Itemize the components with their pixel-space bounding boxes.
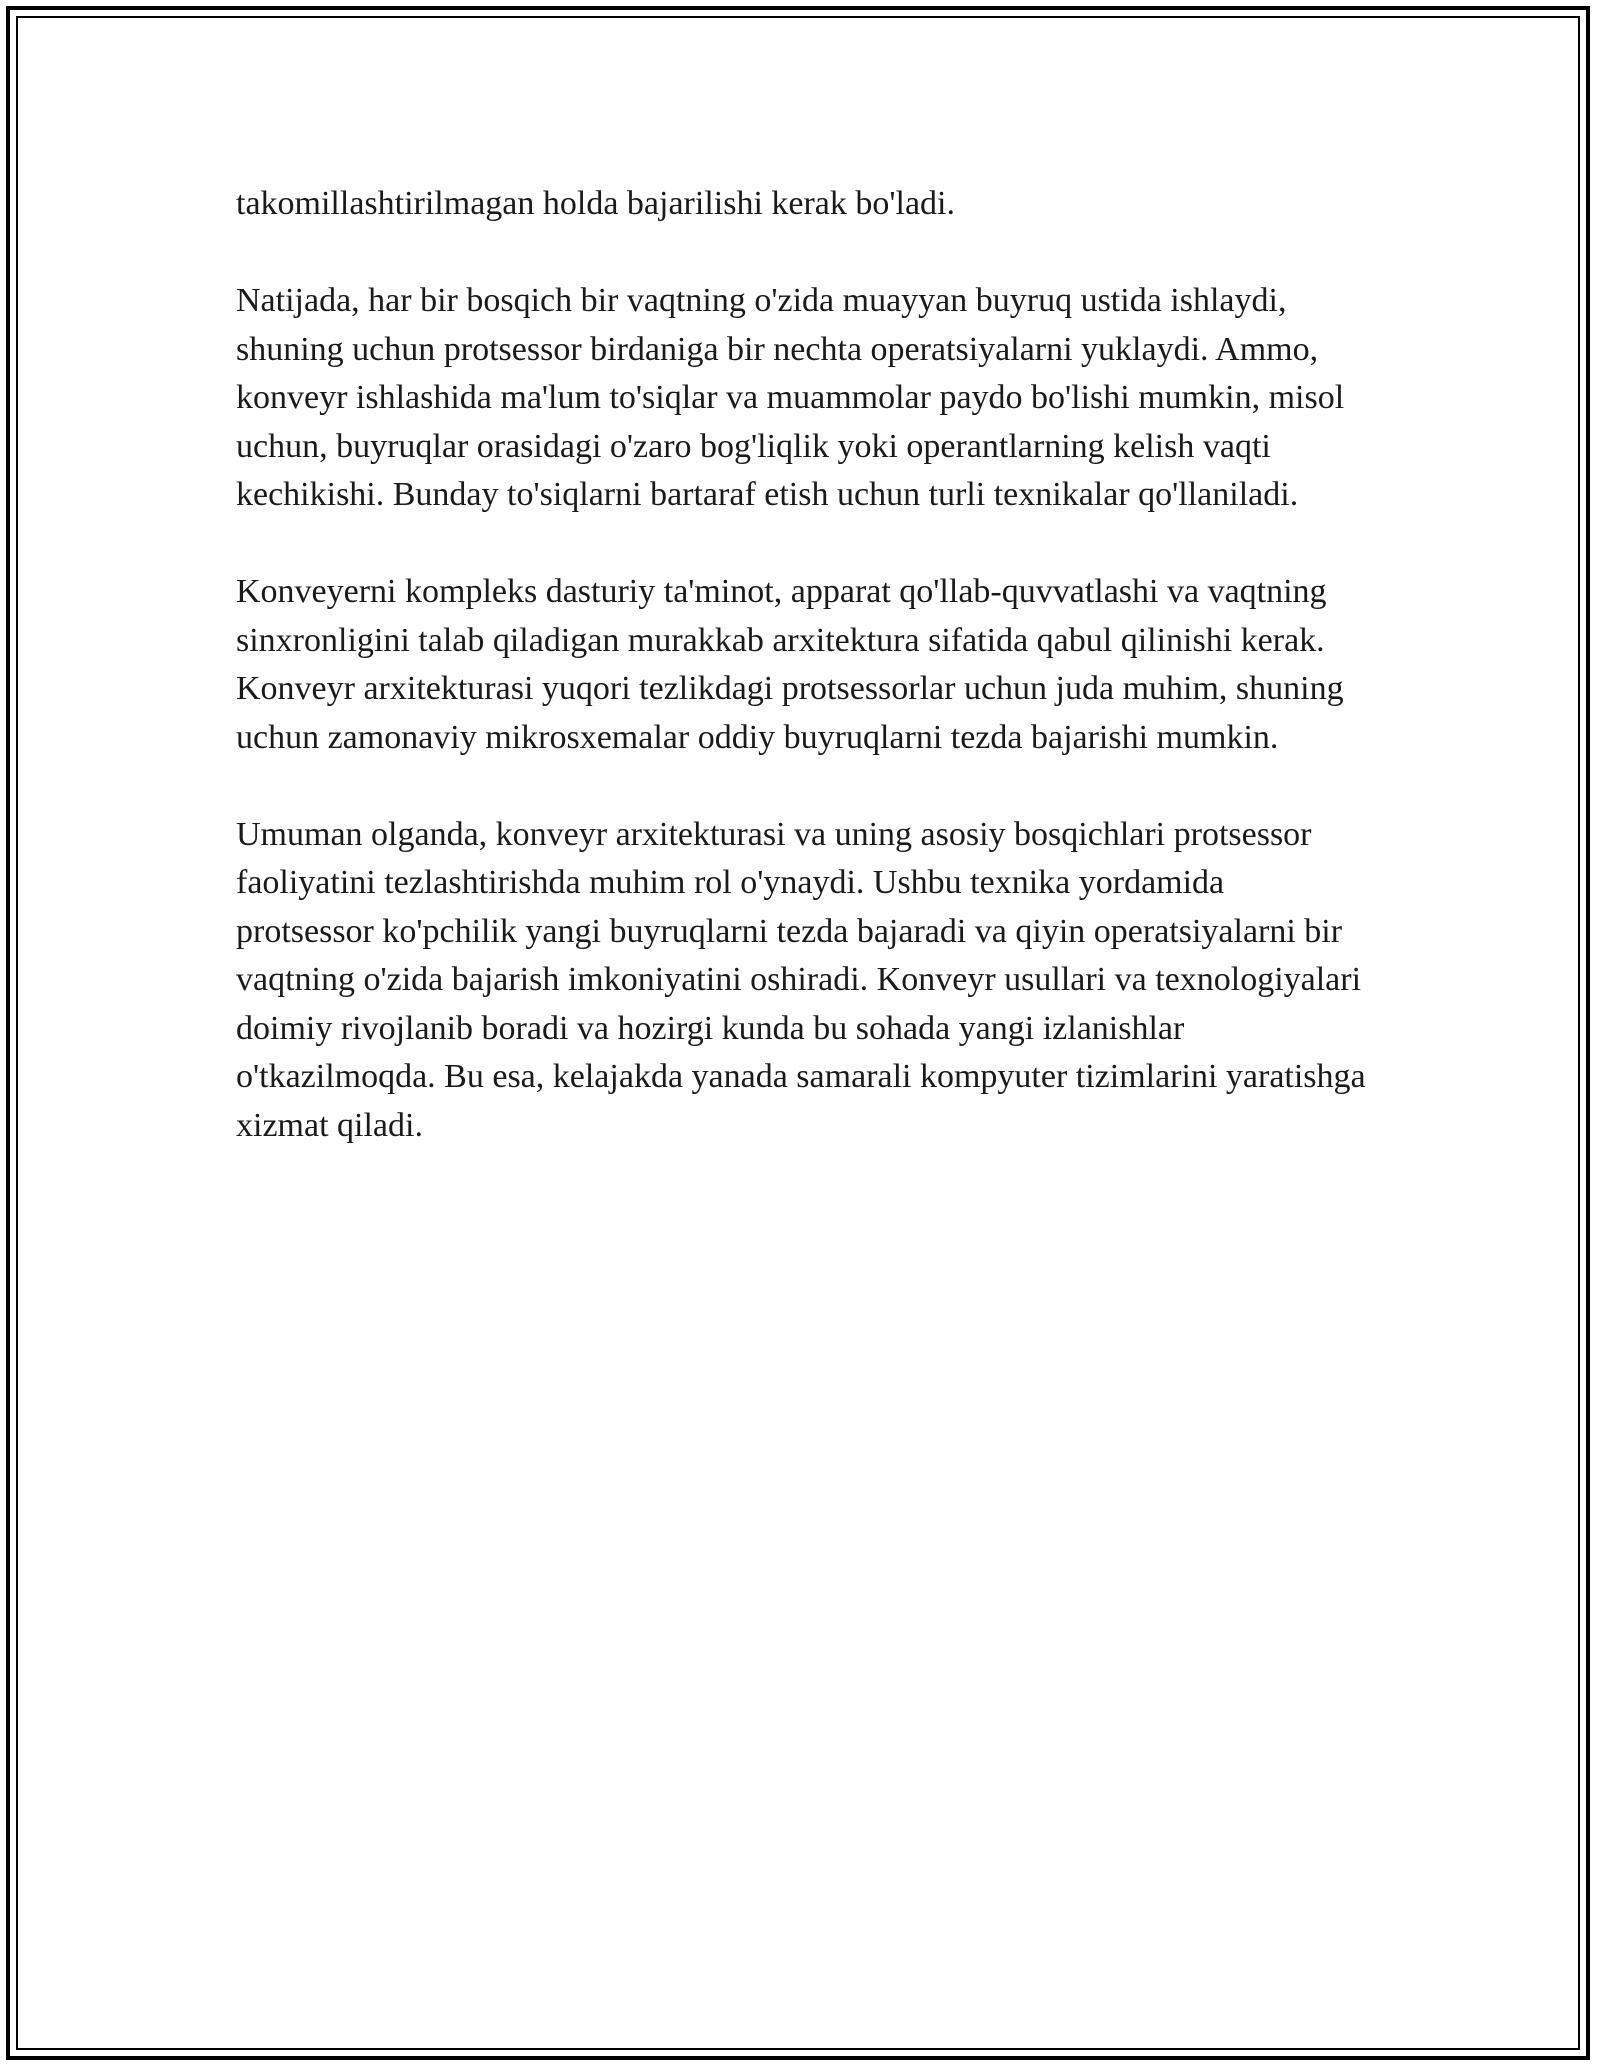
paragraph-2: Natijada, har bir bosqich bir vaqtning o'zida muayyan buyruq ustida ishlaydi, shuning uchun protsessor birdaniga bir nechta operatsiyalarni yuklaydi. Ammo, konveyr ishlashida ma'lum to'siqlar va muammolar paydo bo'lishi mumkin, misol uchun, buyruqlar orasidagi o'zaro bog'liqlik yoki operantlarning kelish vaqti kechikishi. Bunday to'siqlarni bartaraf etish uchun turli texnikalar qo'llaniladi.	[236, 282, 1345, 513]
paragraph-4: Umuman olganda, konveyr arxitekturasi va uning asosiy bosqichlari protsessor faoliyatini tezlashtirishda muhim rol o'ynaydi. Ushbu texnika yordamida protsessor ko'pchilik yangi buyruqlarni tezda bajaradi va qiyin operatsiyalarni bir vaqtning o'zida bajarish imkoniyatini oshiradi. Konveyr usullari va texnologiyalari doimiy rivojlanib boradi va hozirgi kunda bu sohada yangi izlanishlar o'tkazilmoqda. Bu esa, kelajakda yanada samarali kompyuter tizimlarini yaratishga xizmat qiladi.	[236, 815, 1366, 1144]
document-body	[236, 180, 1366, 1199]
paragraph-1: takomillashtirilmagan holda bajarilishi kerak bo'ladi.	[236, 185, 955, 222]
paragraph-3: Konveyerni kompleks dasturiy ta'minot, apparat qo'llab-quvvatlashi va vaqtning sinxronligini talab qiladigan murakkab arxitektura sifatida qabul qilinishi kerak. Konveyr arxitekturasi yuqori tezlikdagi protsessorlar uchun juda muhim, shuning uchun zamonaviy mikrosxemalar oddiy buyruqlarni tezda bajarishi mumkin.	[236, 573, 1344, 756]
